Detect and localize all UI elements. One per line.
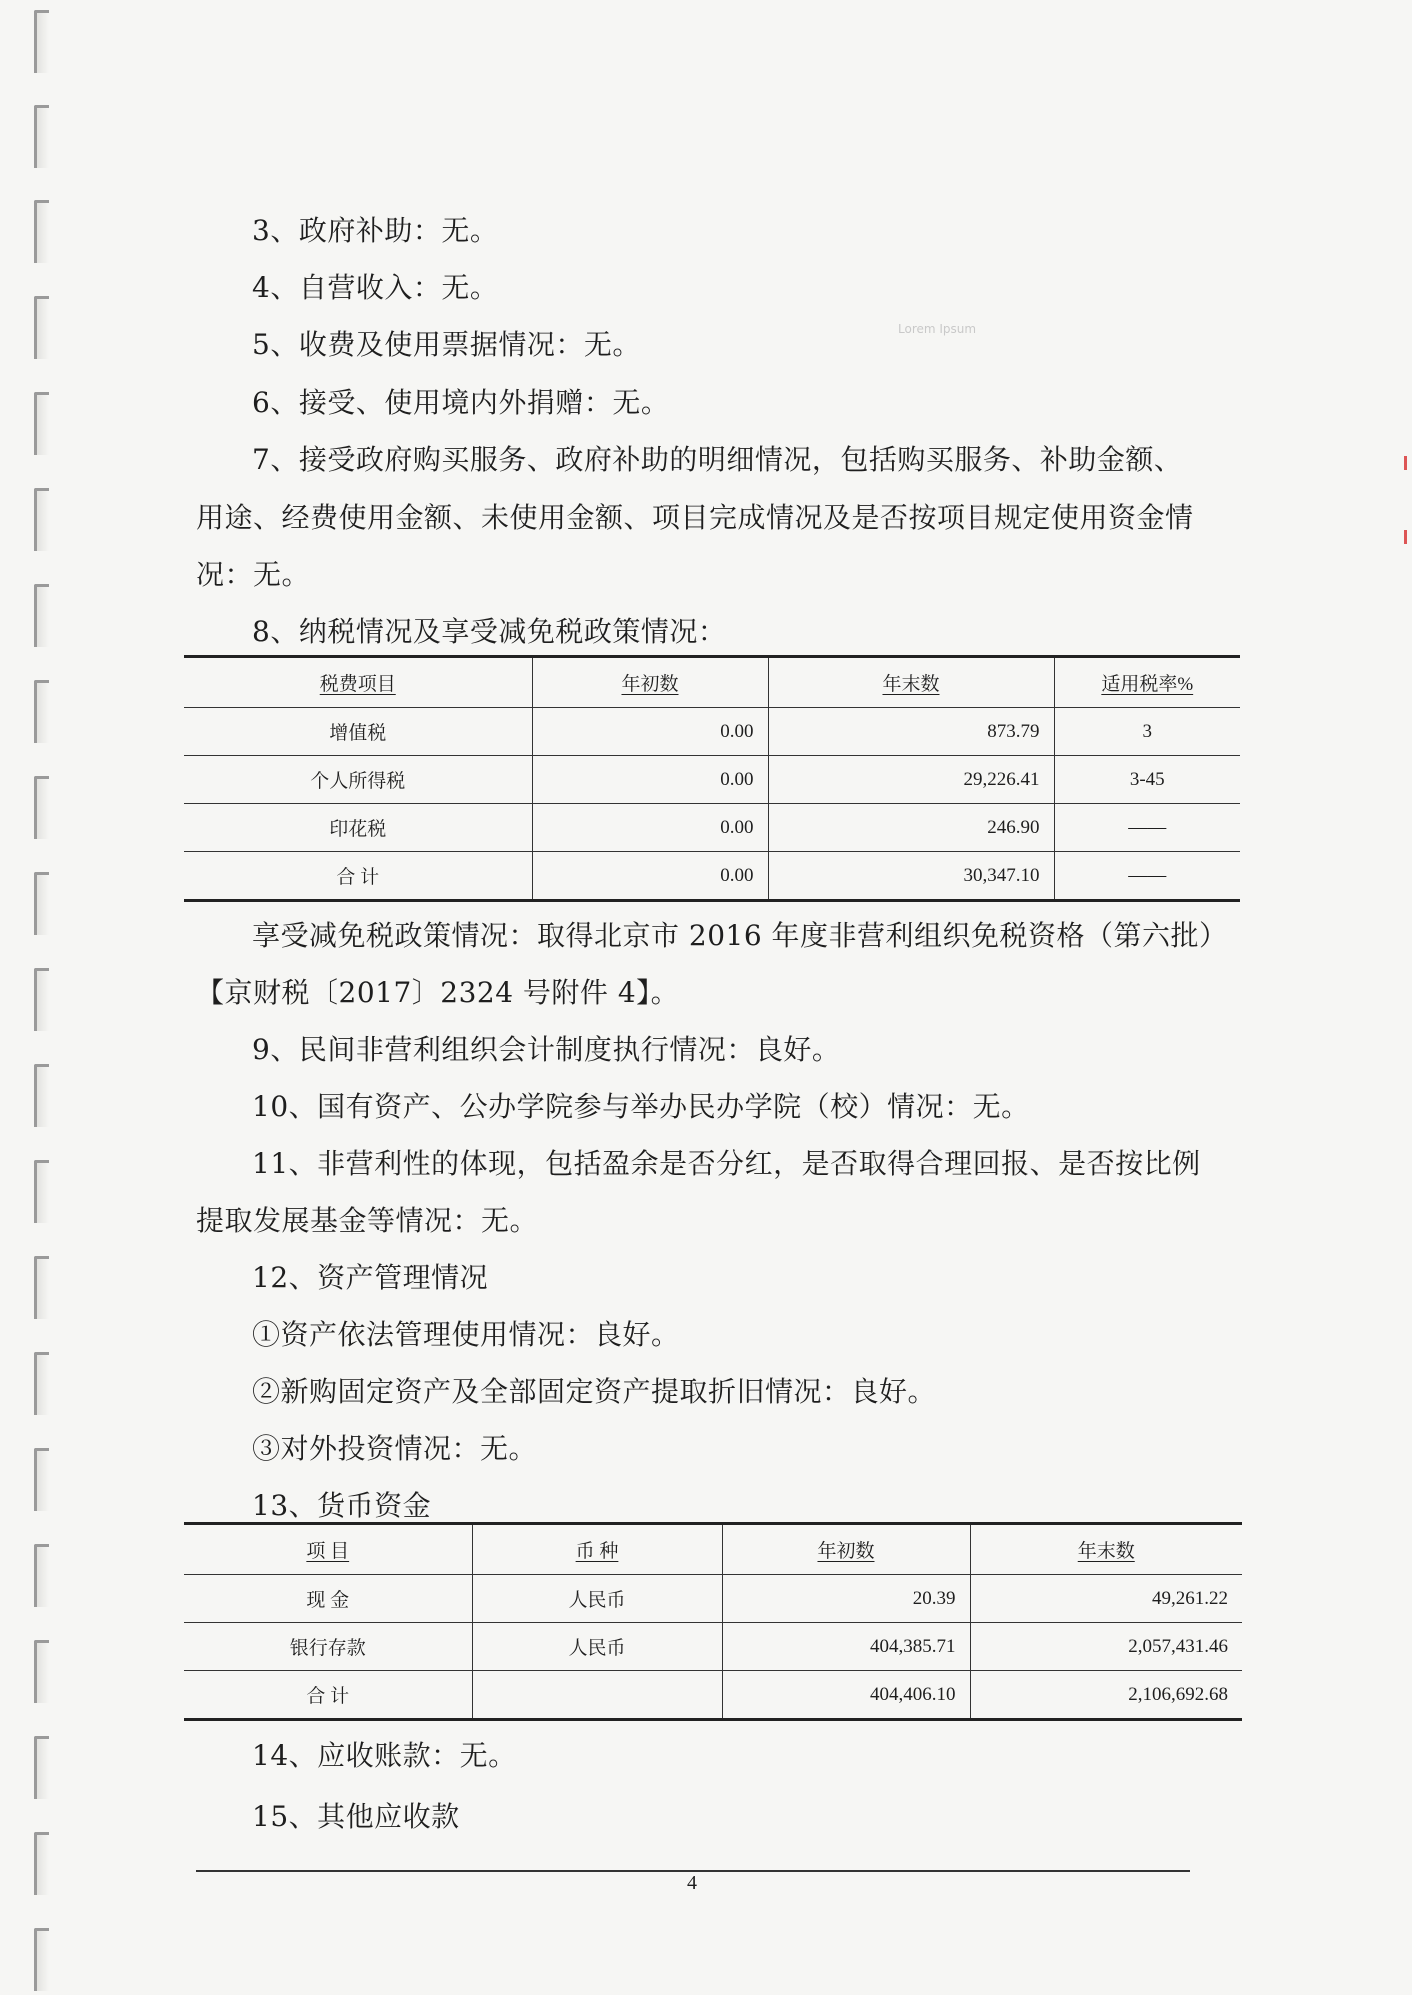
table-row bbox=[184, 708, 1240, 756]
item-12-3: ③对外投资情况：无。 bbox=[252, 1432, 538, 1465]
item-7-line-2: 用途、经费使用金额、未使用金额、项目完成情况及是否按项目规定使用资金情 bbox=[196, 501, 1194, 534]
binding-strip bbox=[26, 0, 66, 1995]
item-12-1: ①资产依法管理使用情况：良好。 bbox=[252, 1318, 680, 1351]
page-number: 4 bbox=[687, 1872, 697, 1894]
tax-item: 合 计 bbox=[184, 852, 532, 901]
item-10: 10、国有资产、公办学院参与举办民办学院（校）情况：无。 bbox=[252, 1090, 1030, 1123]
end-value: 2,057,431.46 bbox=[970, 1623, 1242, 1671]
currency: 人民币 bbox=[472, 1575, 722, 1623]
binding-hole bbox=[34, 1544, 49, 1607]
binding-hole bbox=[34, 200, 49, 263]
item-7-line-3: 况：无。 bbox=[196, 558, 311, 591]
end-value: 30,347.10 bbox=[768, 852, 1054, 901]
cash-item: 现 金 bbox=[184, 1575, 472, 1623]
begin-value: 0.00 bbox=[532, 804, 768, 852]
begin-value: 404,406.10 bbox=[722, 1671, 970, 1720]
table-row bbox=[184, 1623, 1242, 1671]
tax-rate: —— bbox=[1054, 804, 1240, 852]
begin-value: 20.39 bbox=[722, 1575, 970, 1623]
binding-hole bbox=[34, 584, 49, 647]
tax-rate: 3-45 bbox=[1054, 756, 1240, 804]
cash-item: 合 计 bbox=[184, 1671, 472, 1720]
binding-hole bbox=[34, 1352, 49, 1415]
binding-hole bbox=[34, 488, 49, 551]
col-header: 币 种 bbox=[472, 1524, 722, 1575]
currency: 人民币 bbox=[472, 1623, 722, 1671]
binding-hole bbox=[34, 1928, 49, 1991]
item-7-line-1: 7、接受政府购买服务、政府补助的明细情况，包括购买服务、补助金额、 bbox=[252, 443, 1183, 476]
binding-hole bbox=[34, 1064, 49, 1127]
item-5: 5、收费及使用票据情况：无。 bbox=[252, 328, 641, 361]
edge-mark bbox=[1404, 530, 1407, 544]
binding-hole bbox=[34, 10, 49, 73]
binding-hole bbox=[34, 296, 49, 359]
exemption-line-1: 享受减免税政策情况：取得北京市 2016 年度非营利组织免税资格（第六批） bbox=[252, 919, 1228, 952]
item-12: 12、资产管理情况 bbox=[252, 1261, 489, 1294]
binding-hole bbox=[34, 392, 49, 455]
binding-hole bbox=[34, 1640, 49, 1703]
end-value: 246.90 bbox=[768, 804, 1054, 852]
begin-value: 404,385.71 bbox=[722, 1623, 970, 1671]
tax-item: 印花税 bbox=[184, 804, 532, 852]
col-header: 项 目 bbox=[184, 1524, 472, 1575]
end-value: 2,106,692.68 bbox=[970, 1671, 1242, 1720]
end-value: 29,226.41 bbox=[768, 756, 1054, 804]
binding-hole bbox=[34, 1448, 49, 1511]
currency bbox=[472, 1671, 722, 1720]
binding-hole bbox=[34, 105, 49, 168]
cash-table bbox=[184, 1522, 1242, 1721]
col-header: 年末数 bbox=[768, 657, 1054, 708]
col-header: 年末数 bbox=[970, 1524, 1242, 1575]
end-value: 49,261.22 bbox=[970, 1575, 1242, 1623]
end-value: 873.79 bbox=[768, 708, 1054, 756]
table-row bbox=[184, 1575, 1242, 1623]
col-header: 年初数 bbox=[722, 1524, 970, 1575]
col-header: 税费项目 bbox=[184, 657, 532, 708]
cash-table-header bbox=[184, 1524, 1242, 1575]
item-9: 9、民间非营利组织会计制度执行情况：良好。 bbox=[252, 1033, 841, 1066]
tax-rate: 3 bbox=[1054, 708, 1240, 756]
binding-hole bbox=[34, 680, 49, 743]
item-11-line-1: 11、非营利性的体现，包括盈余是否分红，是否取得合理回报、是否按比例 bbox=[252, 1147, 1201, 1180]
item-6: 6、接受、使用境内外捐赠：无。 bbox=[252, 386, 670, 419]
cash-item: 银行存款 bbox=[184, 1623, 472, 1671]
item-3: 3、政府补助：无。 bbox=[252, 214, 499, 247]
begin-value: 0.00 bbox=[532, 708, 768, 756]
binding-hole bbox=[34, 776, 49, 839]
item-12-2: ②新购固定资产及全部固定资产提取折旧情况：良好。 bbox=[252, 1375, 937, 1408]
tax-table-header bbox=[184, 657, 1240, 708]
tax-item: 个人所得税 bbox=[184, 756, 532, 804]
binding-hole bbox=[34, 1736, 49, 1799]
binding-hole bbox=[34, 1832, 49, 1895]
exemption-line-2: 【京财税〔2017〕2324 号附件 4】。 bbox=[196, 976, 680, 1009]
item-13: 13、货币资金 bbox=[252, 1489, 432, 1522]
item-4: 4、自营收入：无。 bbox=[252, 271, 499, 304]
item-14: 14、应收账款：无。 bbox=[252, 1739, 517, 1772]
table-row-total bbox=[184, 852, 1240, 901]
item-8: 8、纳税情况及享受减免税政策情况： bbox=[252, 615, 727, 648]
tax-table bbox=[184, 655, 1240, 902]
col-header: 年初数 bbox=[532, 657, 768, 708]
binding-hole bbox=[34, 968, 49, 1031]
begin-value: 0.00 bbox=[532, 756, 768, 804]
table-row-total bbox=[184, 1671, 1242, 1720]
binding-hole bbox=[34, 872, 49, 935]
begin-value: 0.00 bbox=[532, 852, 768, 901]
item-15: 15、其他应收款 bbox=[252, 1800, 460, 1833]
tax-rate: —— bbox=[1054, 852, 1240, 901]
table-row bbox=[184, 756, 1240, 804]
item-11-line-2: 提取发展基金等情况：无。 bbox=[196, 1204, 539, 1237]
binding-hole bbox=[34, 1256, 49, 1319]
tax-item: 增值税 bbox=[184, 708, 532, 756]
binding-hole bbox=[34, 1160, 49, 1223]
col-header: 适用税率% bbox=[1054, 657, 1240, 708]
table-row bbox=[184, 804, 1240, 852]
faint-watermark-text: Lorem Ipsum bbox=[898, 322, 977, 336]
edge-mark bbox=[1404, 456, 1407, 470]
